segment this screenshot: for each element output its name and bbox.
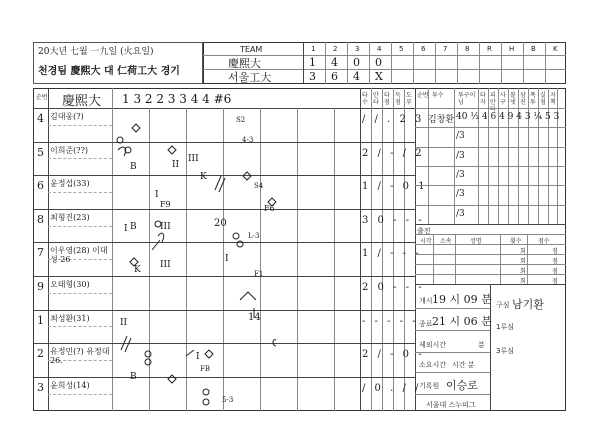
batter-name: 윤희성(14) <box>50 380 90 390</box>
batting-header: 타점 <box>384 92 390 106</box>
batting-header: 득점 <box>395 92 401 106</box>
order-header: 순번 <box>36 94 48 101</box>
team-score-cell: 4 <box>353 70 360 83</box>
batter-name: 오태형(30) <box>50 280 90 289</box>
mark-k2: K <box>200 172 207 182</box>
batter-stats: 1 / - 0 1 <box>362 181 428 193</box>
pitching-header: 타자 <box>480 92 486 106</box>
batter-order: 1 <box>37 313 44 327</box>
recorder-name: 이승로 <box>446 379 478 392</box>
mark-f9: F9 <box>160 200 171 209</box>
batter-name: 김대웅(?) <box>50 112 84 121</box>
inning-header-R: R <box>487 45 492 53</box>
mark-14: 14 <box>248 312 261 323</box>
mark-43: 4-3 <box>242 136 254 144</box>
delay-label: 제외시간 <box>419 341 447 349</box>
mark-ii-2: II <box>172 160 180 170</box>
mark-i-2: I <box>124 224 128 234</box>
pitching-header: 삼진 <box>520 92 526 106</box>
batter-name: 이우영(28) 이대성 26 <box>50 246 108 265</box>
pitching-header: 순번 <box>417 92 429 99</box>
batter-stats: 1 / - - - <box>362 248 422 260</box>
subs-inning: 회 <box>520 258 526 265</box>
pitching-header: 자책 <box>550 92 556 106</box>
end-time-value: 21 시 06 분 <box>432 315 492 328</box>
start-time-value: 19 시 09 분 <box>432 293 492 306</box>
batter-order: 5 <box>37 145 44 159</box>
inning-header-K: K <box>553 45 558 53</box>
batting-header: 안타 <box>373 92 379 106</box>
batter-stats: 2 / - / 2 <box>362 147 425 159</box>
batter-name: 이희준(??) <box>50 145 89 155</box>
team-2-name: 서울工大 <box>228 71 272 84</box>
pitching-header: 피안타 <box>490 92 496 113</box>
pitcher-line: /3 <box>456 131 465 142</box>
team-score-cell: 1 <box>309 56 316 69</box>
subs-score: 점 <box>552 258 558 265</box>
lineup-team-name: 慶熙大 <box>62 94 102 109</box>
subs-inning: 회 <box>520 268 526 275</box>
subs-inning: 회 <box>520 278 526 285</box>
mark-s4: S4 <box>254 182 264 190</box>
pitching-header: 폭투 <box>530 92 536 106</box>
pitching-header: 투수 <box>432 92 444 99</box>
game-date: 20大년 七월 一九일 (火요일) <box>38 47 154 57</box>
duration-label: 소요시간 <box>419 361 447 369</box>
batter-stats: 2 0 - - - <box>362 282 425 293</box>
game-venue: 천경팀 慶熙大 대 仁荷工大 경기 <box>38 66 180 77</box>
team-score-cell: 0 <box>375 56 382 69</box>
pitcher-line: 40 ½ 4 6 4 9 4 3 ¼ 5 3 <box>456 112 560 122</box>
pitcher-line: /3 <box>456 150 465 161</box>
batter-order: 4 <box>37 112 44 125</box>
duration-value: 시간 분 <box>452 361 475 369</box>
mark-ii-1: II <box>120 318 128 328</box>
delay-unit: 분 <box>478 341 485 349</box>
mark-i-1: I <box>155 190 159 200</box>
subs-header: 소속 <box>440 238 452 245</box>
mark-fb: FB <box>200 365 211 373</box>
batting-header: 타수 <box>362 92 368 106</box>
team-score-cell: 4 <box>331 56 338 69</box>
mark-l3: L-3 <box>248 232 260 240</box>
mark-s2: S2 <box>236 116 246 124</box>
mark-f1: F1 <box>254 270 264 278</box>
inning-header-2: 2 <box>333 45 338 53</box>
inning-header-7: 7 <box>443 45 448 53</box>
batter-stats: 3 0 - - - <box>362 214 425 226</box>
subs-score: 점 <box>552 248 558 255</box>
mark-iii-2: III <box>160 222 171 232</box>
mark-i-4: I <box>196 352 200 362</box>
start-time-label: 개시 <box>419 297 433 305</box>
batter-stats: / / . 2 3 <box>362 114 425 125</box>
inning-header-H: H <box>509 45 515 53</box>
mark-iii-1: III <box>188 154 199 164</box>
mark-b3: B <box>130 372 137 382</box>
inning-header-B: B <box>531 45 536 53</box>
subs-header: 시각 <box>420 238 432 245</box>
batter-name: 윤정섭(33) <box>50 179 90 189</box>
pitching-header: 볼넷 <box>510 92 516 106</box>
team-score-cell: X <box>375 70 383 83</box>
inning-header-1: 1 <box>311 45 316 53</box>
inning-header-3: 3 <box>355 45 360 53</box>
mark-b2: B <box>130 222 137 232</box>
subs-title: 출전 <box>417 227 431 235</box>
pitcher-line: /3 <box>456 169 465 180</box>
umpire-name: 남기환 <box>512 298 544 311</box>
pitcher-line: /3 <box>456 189 465 200</box>
pitcher-line: /3 <box>456 208 465 219</box>
mark-b1: B <box>130 162 137 172</box>
mark-20: 20 <box>214 218 227 229</box>
pitcher-name: 김창환 <box>428 115 455 125</box>
batter-order: 3 <box>37 380 44 394</box>
batter-order: 7 <box>37 246 44 260</box>
batter-stats: - - - - - <box>362 315 419 327</box>
subs-header: 횟수 <box>510 238 522 245</box>
team-header-label: TEAM <box>240 45 263 54</box>
end-time-label: 종료 <box>419 320 433 328</box>
footer-text: 서울대 스누피그 <box>426 401 476 409</box>
base1-umpire-label: 1루심 <box>496 323 514 331</box>
batter-stats: 2 / - 0 - <box>362 349 425 361</box>
recorder-label: 기록원 <box>419 382 440 390</box>
batter-order: 8 <box>37 212 44 226</box>
batter-order: 9 <box>37 280 44 293</box>
subs-header: 성명 <box>470 238 482 245</box>
batter-stats: / 0 . / / <box>362 382 422 394</box>
subs-inning: 회 <box>520 248 526 255</box>
mark-k1: K <box>134 265 141 275</box>
mark-i-3: I <box>225 254 229 264</box>
inning-header-4: 4 <box>377 45 382 53</box>
subs-score: 점 <box>552 268 558 275</box>
umpire-label: 구심 <box>496 301 510 309</box>
mark-f6: F6 <box>264 204 275 213</box>
inning-marks: 1 3 2 2 3 3 4 4 #6 <box>122 92 232 106</box>
batter-name: 최형진(23) <box>50 212 90 222</box>
base3-umpire-label: 3루심 <box>496 347 514 355</box>
batting-header: 도루 <box>406 92 412 106</box>
team-score-cell: 0 <box>353 56 360 69</box>
mark-53: 5-3 <box>222 396 234 404</box>
pitching-header: 사구 <box>500 92 506 106</box>
inning-header-8: 8 <box>465 45 470 53</box>
team-score-cell: 3 <box>309 70 316 83</box>
batter-order: 2 <box>37 347 44 361</box>
batter-order: 6 <box>37 179 44 193</box>
team-1-name: 慶熙大 <box>228 57 261 70</box>
pitching-header: 투구이닝 <box>458 92 476 106</box>
team-score-cell: 6 <box>331 70 338 83</box>
inning-header-6: 6 <box>421 45 426 53</box>
subs-score: 점 <box>552 278 558 285</box>
subs-header: 점수 <box>538 238 550 245</box>
pitching-header: 실점 <box>540 92 546 106</box>
batter-name: 최성환(31) <box>50 313 90 323</box>
mark-iii-3: III <box>160 260 171 270</box>
inning-header-5: 5 <box>399 45 404 53</box>
batter-name: 유정민(?) 유정대 26. <box>50 347 110 366</box>
